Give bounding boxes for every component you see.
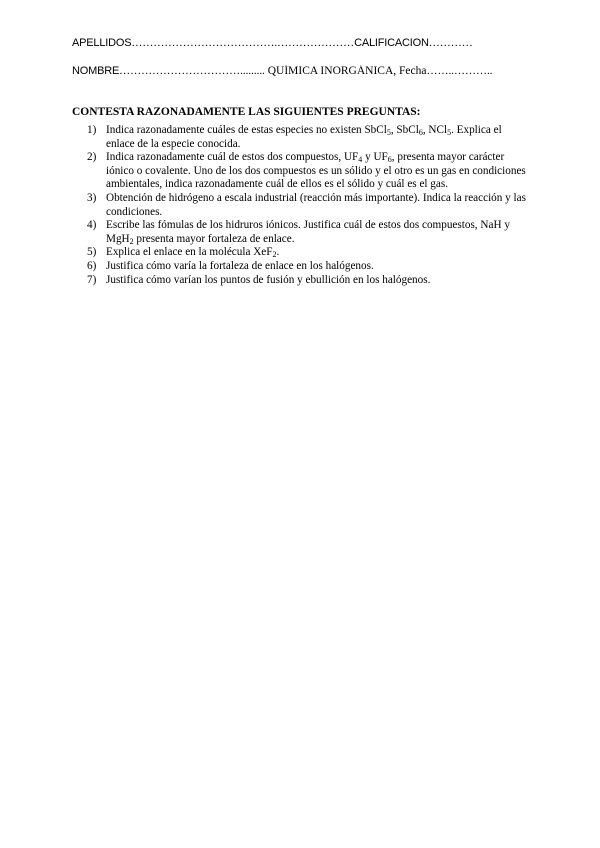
question-number: 6) [87, 259, 97, 272]
question-item [72, 260, 532, 274]
question-text-part: Escribe las fómulas de los hidruros iónicos. Justifica cuál de estos dos compuestos, NaH y MgH [106, 219, 510, 245]
question-text: Obtención de hidrógeno a escala industrial (reacción más importante). Indica la reacción y las condiciones. [106, 191, 526, 218]
question-number: 4) [87, 219, 97, 232]
question-text-part: , SbCl [390, 124, 419, 136]
question-text-part: Indica razonadamente cuáles de estas especies no existen SbCl [106, 124, 387, 136]
question-text-part: , presenta mayor carácter iónico o covalente. Uno de los dos compuestos es un sólido y el otro es un gas en condiciones ambientales, indica razonadamente cuál de ellos es el sólido y cuál es el gas. [106, 151, 526, 191]
question-text [106, 151, 526, 190]
nombre-fill-dots: ……………………………......... [119, 65, 265, 77]
subscript: 5 [386, 128, 391, 137]
apellidos-fill-dots: ………………………………….………………… [131, 37, 355, 49]
question-item [72, 124, 532, 151]
question-number: 7) [87, 273, 97, 286]
question-number: 3) [87, 191, 97, 204]
subscript: 2 [272, 250, 277, 260]
question-text-part: y UF [362, 151, 388, 164]
apellidos-line [72, 37, 542, 49]
question-text-part: . [276, 246, 280, 259]
question-text-part: Indica razonadamente cuál de estos dos compuestos, UF [106, 151, 359, 164]
question-number: 5) [87, 246, 97, 259]
question-item [72, 274, 532, 288]
questions-list [72, 124, 532, 287]
question-text [106, 124, 502, 150]
question-text [106, 246, 279, 258]
question-text: Justifica cómo varían los puntos de fusión y ebullición en los halógenos. [106, 273, 431, 286]
question-item [72, 151, 532, 192]
question-text-part: . Explica el enlace de la especie conocida. [106, 124, 502, 150]
nombre-line [72, 65, 542, 77]
subject-fecha-label: QUÍMICA INORGÁNICA, Fecha [264, 65, 427, 77]
question-item [72, 192, 532, 219]
nombre-label: NOMBRE [72, 65, 120, 77]
question-item [72, 219, 532, 246]
subscript: 5 [447, 128, 452, 137]
apellidos-label: APELLIDOS [72, 37, 132, 49]
instructions-heading: CONTESTA RAZONADAMENTE LAS SIGUIENTES PREGUNTAS: [72, 106, 421, 118]
question-text [106, 219, 510, 245]
question-text-part: Explica el enlace en la molécula XeF [106, 246, 273, 259]
question-item [72, 246, 532, 260]
subscript: 6 [387, 155, 392, 165]
calificacion-label: CALIFICACION [354, 37, 429, 49]
question-number: 1) [87, 124, 97, 136]
question-number: 2) [87, 151, 97, 164]
fecha-fill-dots: ……..……….. [426, 65, 493, 77]
subscript: 6 [418, 128, 423, 137]
question-text: Justifica cómo varía la fortaleza de enlace en los halógenos. [106, 259, 374, 272]
question-text-part: presenta mayor fortaleza de enlace. [133, 232, 295, 245]
calificacion-fill-dots: ………… [428, 37, 473, 49]
question-text-part: , NCl [422, 124, 448, 136]
subscript: 4 [358, 155, 363, 165]
subscript: 2 [129, 236, 134, 246]
